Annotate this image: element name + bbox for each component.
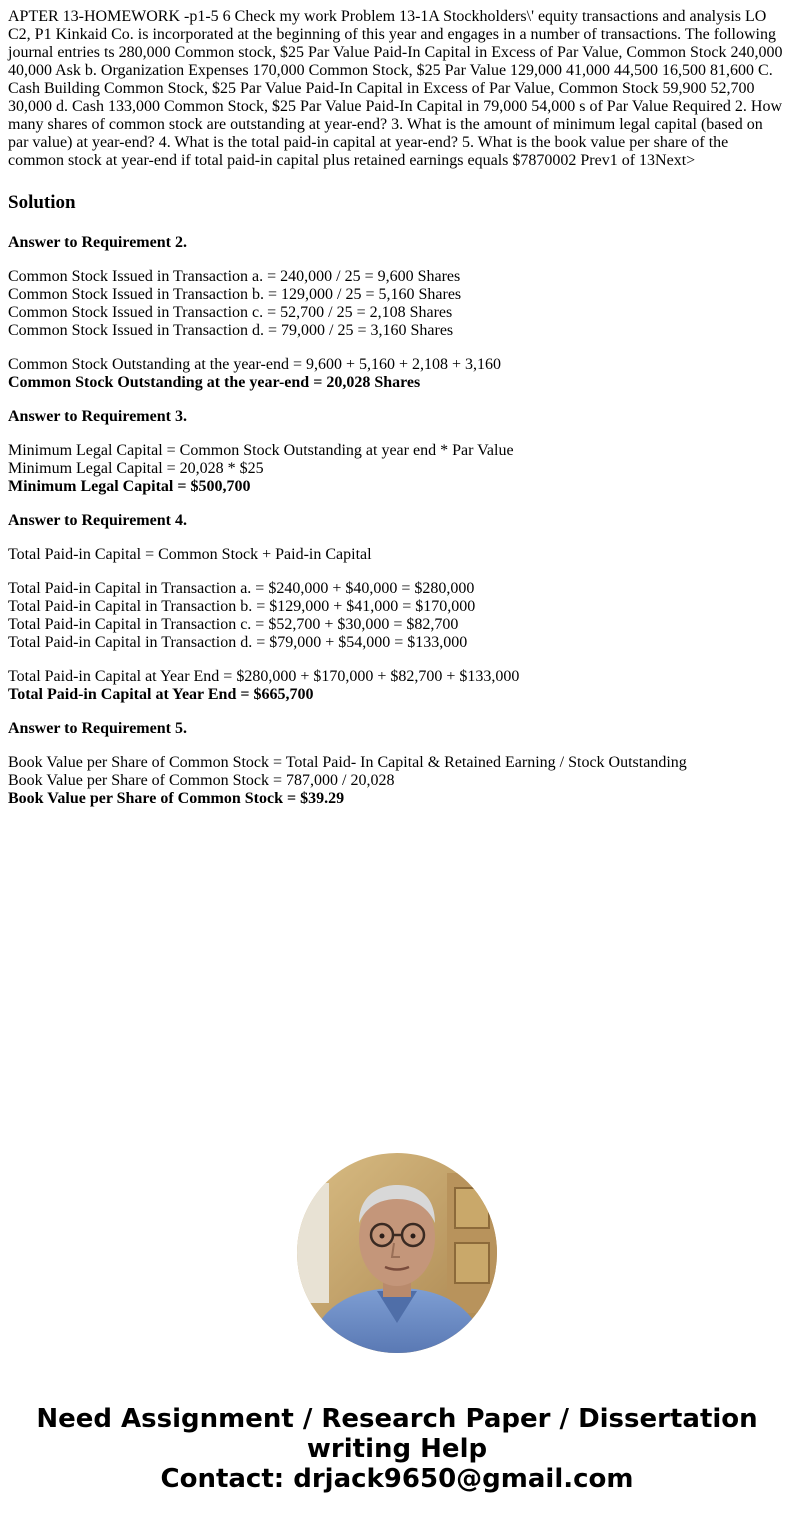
req4-lines	[8, 580, 786, 652]
req2-result: Common Stock Outstanding at the year-end = 20,028 Shares	[8, 374, 421, 391]
req2-lines	[8, 268, 786, 340]
req4-line: Total Paid-in Capital in Transaction d. = $79,000 + $54,000 = $133,000	[8, 634, 468, 651]
req4-line: Total Paid-in Capital in Transaction c. = $52,700 + $30,000 = $82,700	[8, 616, 459, 633]
author-avatar	[297, 1153, 497, 1353]
req5-line: Book Value per Share of Common Stock = 787,000 / 20,028	[8, 772, 395, 789]
req2-line: Common Stock Issued in Transaction a. = 240,000 / 25 = 9,600 Shares	[8, 268, 461, 285]
req3-block	[8, 442, 786, 496]
req4-calc-block	[8, 668, 786, 704]
req3-line: Minimum Legal Capital = 20,028 * $25	[8, 460, 264, 477]
req4-heading: Answer to Requirement 4.	[8, 512, 187, 529]
document-content	[8, 8, 786, 824]
req4-formula: Total Paid-in Capital = Common Stock + Paid-in Capital	[8, 546, 372, 563]
req2-calc-block	[8, 356, 786, 392]
req3-line: Minimum Legal Capital = Common Stock Outstanding at year end * Par Value	[8, 442, 514, 459]
req2-heading: Answer to Requirement 2.	[8, 234, 187, 251]
avatar-portrait-image	[297, 1153, 497, 1353]
req3-result: Minimum Legal Capital = $500,700	[8, 478, 251, 495]
req2-line: Common Stock Issued in Transaction d. = 79,000 / 25 = 3,160 Shares	[8, 322, 454, 339]
promo-line-1: Need Assignment / Research Paper / Dissertation	[36, 1404, 758, 1434]
promo-line-2: writing Help	[306, 1434, 488, 1464]
req5-block	[8, 754, 786, 808]
req2-calc: Common Stock Outstanding at the year-end = 9,600 + 5,160 + 2,108 + 3,160	[8, 356, 502, 373]
req4-calc: Total Paid-in Capital at Year End = $280,000 + $170,000 + $82,700 + $133,000	[8, 668, 520, 685]
req4-line: Total Paid-in Capital in Transaction a. = $240,000 + $40,000 = $280,000	[8, 580, 475, 597]
req2-line: Common Stock Issued in Transaction c. = 52,700 / 25 = 2,108 Shares	[8, 304, 453, 321]
solution-heading: Solution	[8, 192, 76, 213]
promo-contact: Contact: drjack9650@gmail.com	[160, 1464, 634, 1494]
req4-result: Total Paid-in Capital at Year End = $665,700	[8, 686, 314, 703]
req2-line: Common Stock Issued in Transaction b. = 129,000 / 25 = 5,160 Shares	[8, 286, 462, 303]
req5-line: Book Value per Share of Common Stock = Total Paid- In Capital & Retained Earning / Stock Outstanding	[8, 754, 687, 771]
req5-heading: Answer to Requirement 5.	[8, 720, 187, 737]
promo-banner	[0, 1404, 794, 1494]
question-text: APTER 13-HOMEWORK -p1-5 6 Check my work Problem 13-1A Stockholders\' equity transactions and analysis LO C2, P1 Kinkaid Co. is incorporated at the beginning of this year and engages in a number of transactions. The following journal entries ts 280,000 Common stock, $25 Par Value Paid-In Capital in Excess of Par Value, Common Stock 240,000 40,000 Ask b. Organization Expenses 170,000 Common Stock, $25 Par Value 129,000 41,000 44,500 16,500 81,600 C. Cash Building Common Stock, $25 Par Value Paid-In Capital in Excess of Par Value, Common Stock 59,900 52,700 30,000 d. Cash 133,000 Common Stock, $25 Par Value Paid-In Capital in 79,000 54,000 s of Par Value Required 2. How many shares of common stock are outstanding at year-end? 3. What is the amount of minimum legal capital (based on par value) at year-end? 4. What is the total paid-in capital at year-end? 5. What is the book value per share of the common stock at year-end if total paid-in capital plus retained earnings equals $7870002 Prev1 of 13Next>	[8, 8, 783, 169]
req5-result: Book Value per Share of Common Stock = $39.29	[8, 790, 345, 807]
req3-heading: Answer to Requirement 3.	[8, 408, 187, 425]
req4-line: Total Paid-in Capital in Transaction b. = $129,000 + $41,000 = $170,000	[8, 598, 476, 615]
